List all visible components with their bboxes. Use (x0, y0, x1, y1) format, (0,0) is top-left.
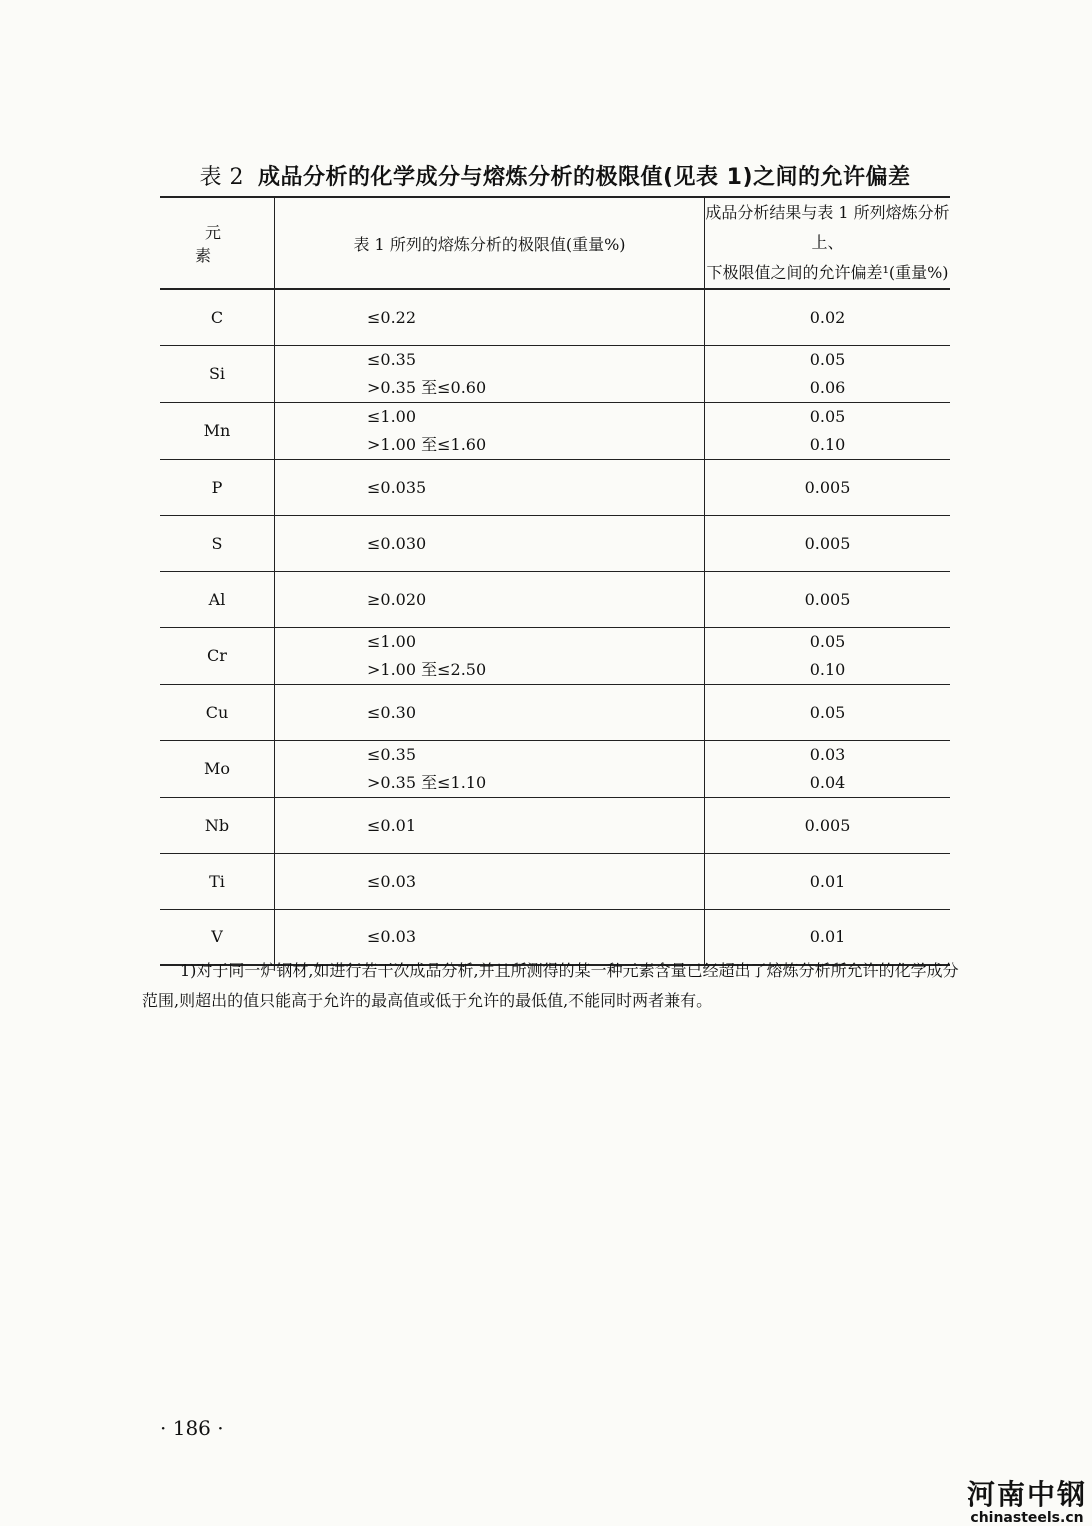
element-cell: Cr (160, 627, 275, 684)
table-row (160, 797, 950, 853)
deviation-value: 0.05 (809, 631, 846, 651)
table-body (160, 289, 950, 965)
deviation-cell (705, 515, 951, 571)
limit-cell (275, 797, 705, 853)
table-row (160, 345, 950, 402)
deviation-value: 0.005 (804, 815, 851, 835)
limit-value: ≤1.00 (367, 406, 417, 426)
deviation-value: 0.06 (809, 377, 846, 397)
limit-cell (275, 571, 705, 627)
deviation-value: 0.05 (809, 702, 846, 722)
limit-cell (275, 853, 705, 909)
deviation-cell (705, 289, 951, 345)
element-cell: P (160, 459, 275, 515)
limit-value: ≤1.00 (367, 631, 417, 651)
footnote: 1)对于同一炉钢材,如进行若干次成品分析,并且所测得的某一种元素含量已经超出了熔炼分析所允许的化学成分范围,则超出的值只能高于允许的最高值或低于允许的最低值,不能同时两者兼有。 (142, 961, 959, 1010)
header-deviation (705, 197, 951, 289)
limit-cell (275, 345, 705, 402)
deviation-value: 0.02 (809, 307, 846, 327)
limit-cell (275, 289, 705, 345)
deviation-cell (705, 627, 951, 684)
header-deviation-line2: 下极限值之间的允许偏差¹(重量%) (706, 263, 949, 282)
limit-cell (275, 515, 705, 571)
element-cell: Al (160, 571, 275, 627)
element-cell: Cu (160, 684, 275, 740)
watermark-logo (962, 1478, 1092, 1526)
table-row (160, 684, 950, 740)
deviation-cell (705, 684, 951, 740)
element-cell: Nb (160, 797, 275, 853)
limit-cell (275, 627, 705, 684)
element-cell: Mn (160, 402, 275, 459)
limit-value: ≤0.03 (367, 871, 417, 891)
tolerance-table (160, 196, 950, 966)
table-row (160, 515, 950, 571)
limit-value: ≤0.030 (367, 533, 427, 553)
table-number: 表 2 (199, 165, 244, 190)
limit-value: ≤0.22 (367, 307, 417, 327)
table-row (160, 627, 950, 684)
deviation-value: 0.10 (809, 659, 846, 679)
limit-cell (275, 740, 705, 797)
table-row (160, 740, 950, 797)
header-element: 元 素 (160, 197, 275, 289)
deviation-value: 0.005 (804, 589, 851, 609)
table-row (160, 571, 950, 627)
element-cell: C (160, 289, 275, 345)
limit-cell (275, 459, 705, 515)
header-limit: 表 1 所列的熔炼分析的极限值(重量%) (275, 197, 705, 289)
element-cell: S (160, 515, 275, 571)
deviation-cell (705, 571, 951, 627)
limit-value: >1.00 至≤2.50 (367, 659, 487, 679)
table-title (160, 160, 950, 191)
deviation-value: 0.05 (809, 406, 846, 426)
deviation-cell (705, 797, 951, 853)
element-cell: Ti (160, 853, 275, 909)
deviation-value: 0.005 (804, 477, 851, 497)
limit-value: >0.35 至≤1.10 (367, 772, 487, 792)
deviation-cell (705, 459, 951, 515)
element-cell: V (160, 909, 275, 965)
limit-value: ≤0.30 (367, 702, 417, 722)
limit-value: ≤0.03 (367, 927, 417, 947)
table-header-row (160, 197, 950, 289)
deviation-cell (705, 402, 951, 459)
limit-value: ≤0.35 (367, 744, 417, 764)
deviation-value: 0.01 (809, 871, 846, 891)
limit-cell (275, 402, 705, 459)
limit-value: ≤0.35 (367, 349, 417, 369)
watermark-en: chinasteels.cn (970, 1510, 1084, 1526)
limit-value: ≤0.035 (367, 477, 427, 497)
deviation-value: 0.10 (809, 434, 846, 454)
element-cell: Si (160, 345, 275, 402)
table-caption: 成品分析的化学成分与熔炼分析的极限值(见表 1)之间的允许偏差 (257, 165, 911, 190)
limit-value: >1.00 至≤1.60 (367, 434, 487, 454)
deviation-value: 0.03 (809, 744, 846, 764)
table-row (160, 459, 950, 515)
watermark-cn: 河南中钢 (966, 1478, 1087, 1511)
deviation-value: 0.005 (804, 533, 851, 553)
deviation-cell (705, 740, 951, 797)
deviation-value: 0.01 (809, 927, 846, 947)
deviation-value: 0.05 (809, 349, 846, 369)
table-row (160, 289, 950, 345)
element-cell: Mo (160, 740, 275, 797)
limit-value: >0.35 至≤0.60 (367, 377, 487, 397)
header-deviation-line1: 成品分析结果与表 1 所列熔炼分析上、 (705, 203, 950, 252)
limit-cell (275, 684, 705, 740)
deviation-cell (705, 853, 951, 909)
table-row (160, 402, 950, 459)
limit-value: ≤0.01 (367, 815, 417, 835)
deviation-value: 0.04 (809, 772, 846, 792)
page-number: · 186 · (160, 1416, 224, 1440)
limit-value: ≥0.020 (367, 589, 427, 609)
table-row (160, 853, 950, 909)
deviation-cell (705, 345, 951, 402)
